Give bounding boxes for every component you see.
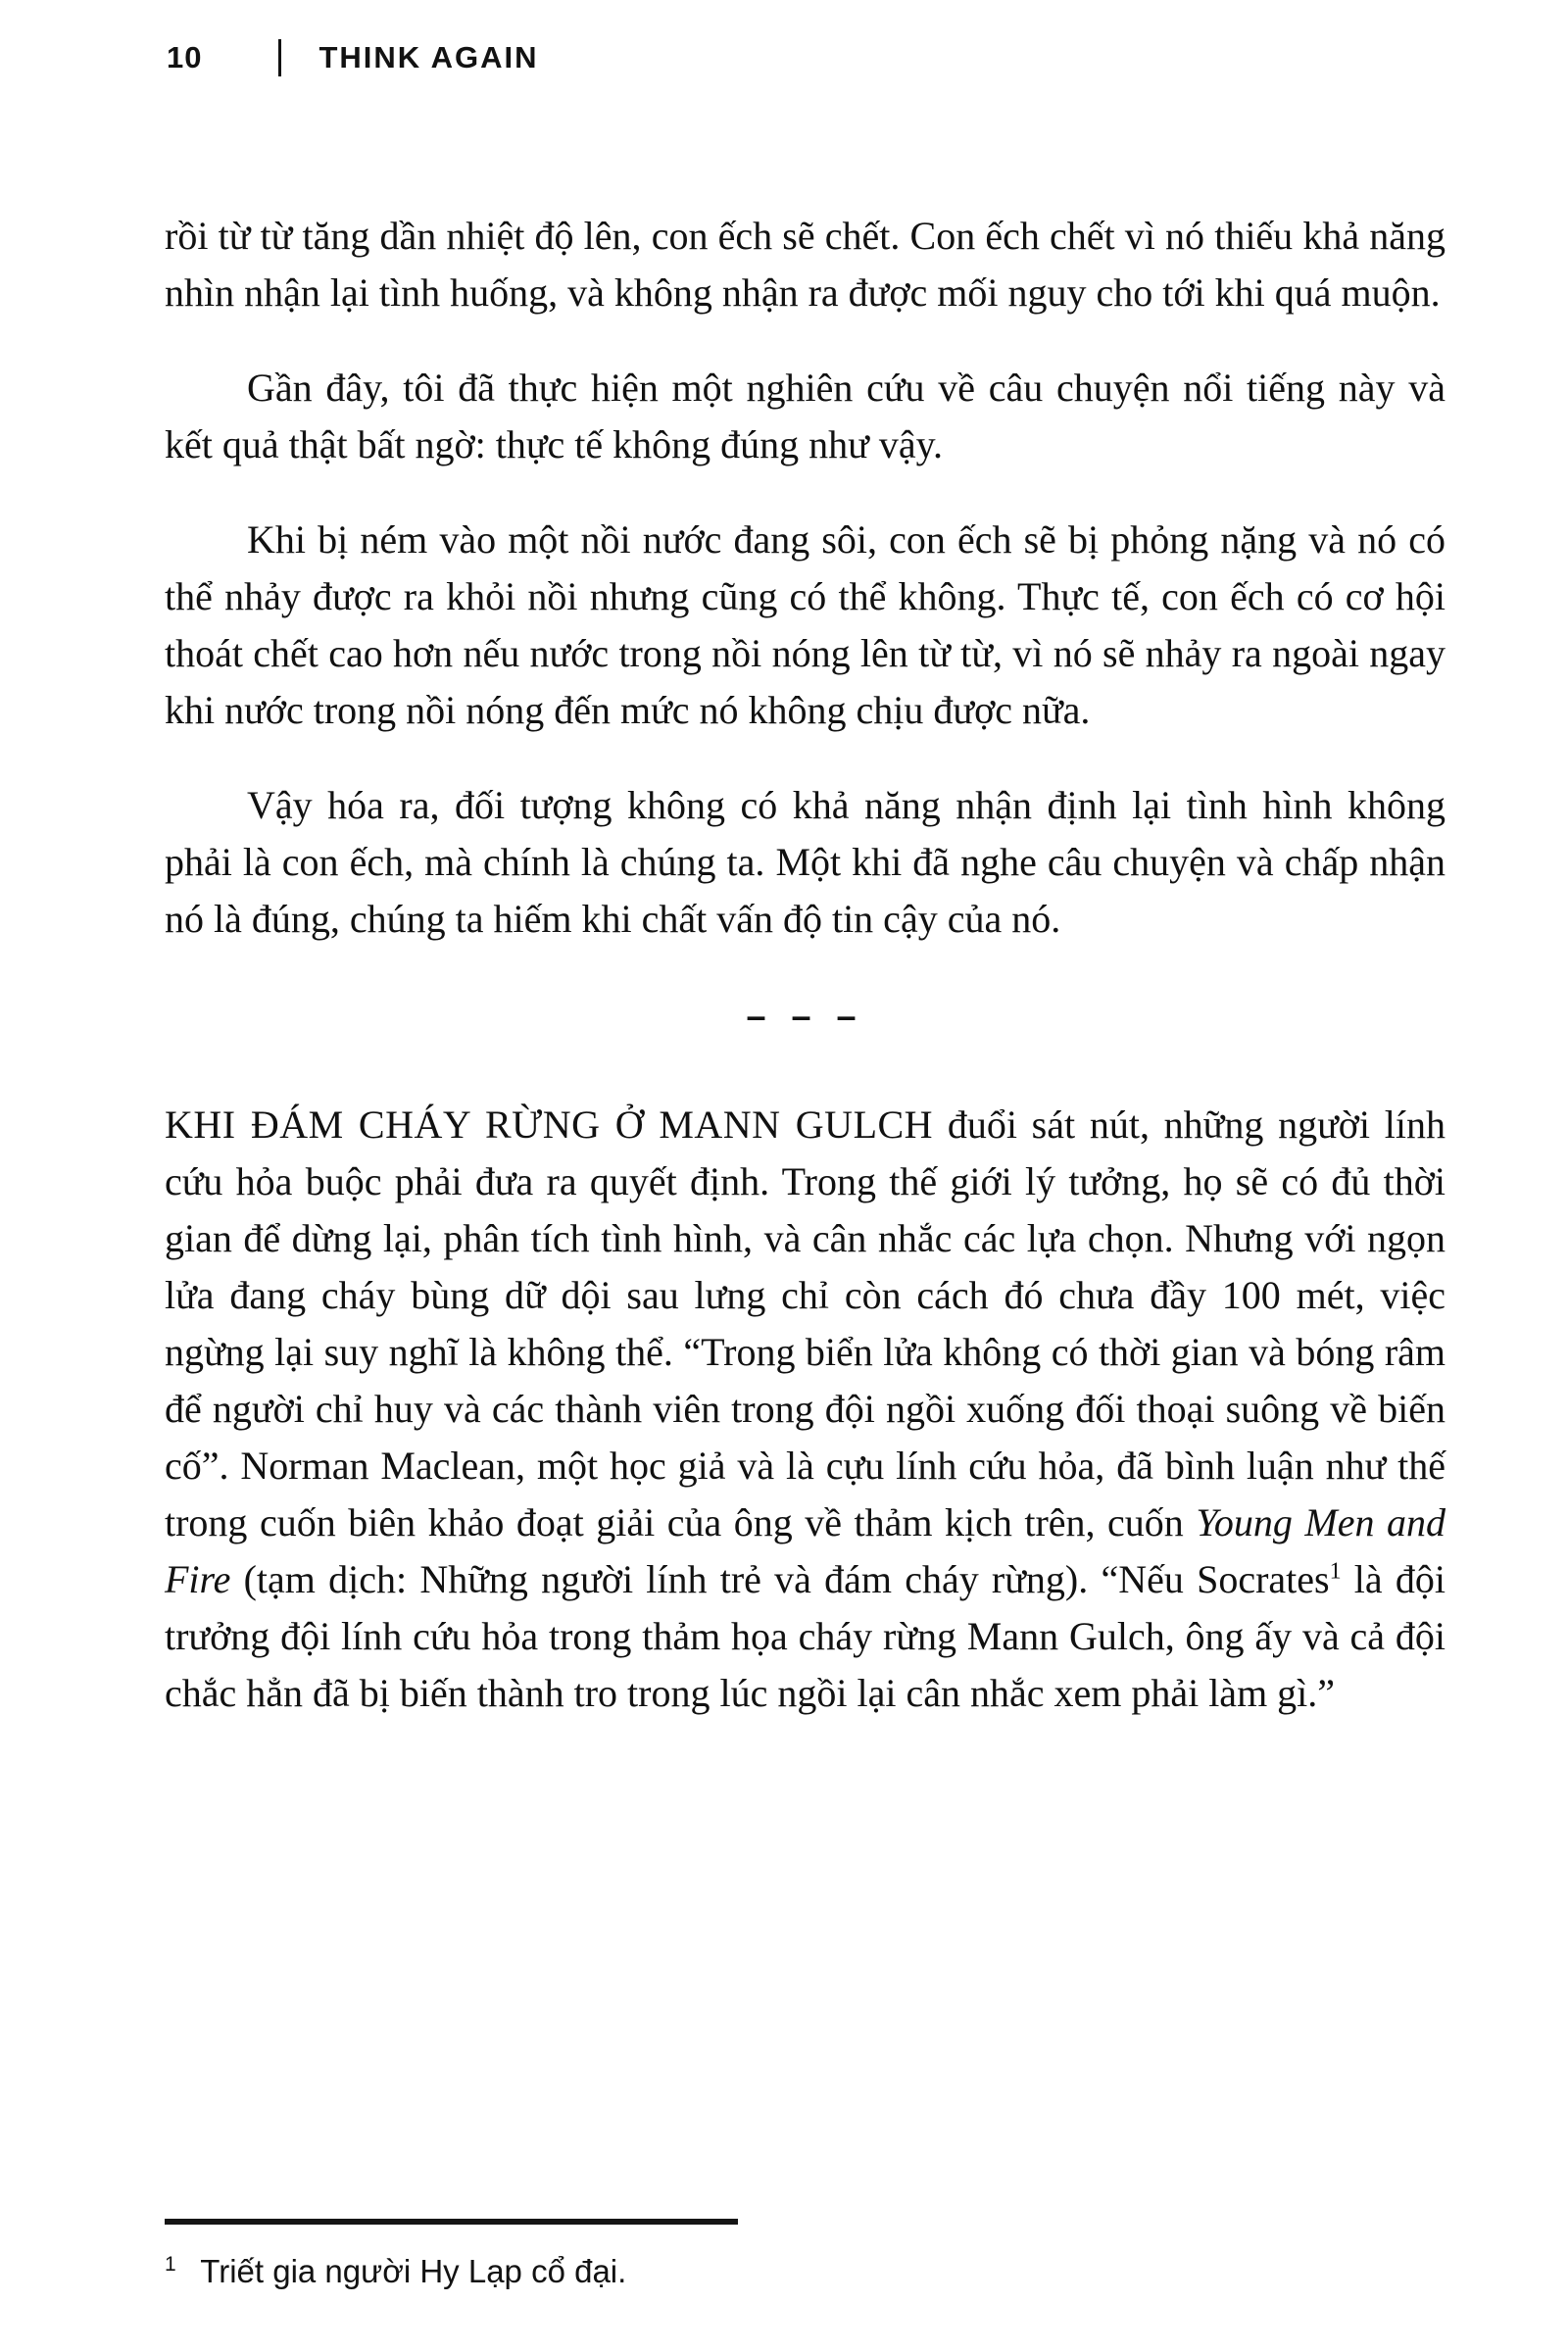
body-text-column bbox=[165, 208, 1446, 1722]
footnote-marker: 1 bbox=[165, 2253, 176, 2276]
footnote-text: Triết gia người Hy Lạp cổ đại. bbox=[200, 2253, 627, 2289]
page-number: 10 bbox=[167, 40, 203, 74]
section-separator: – – – bbox=[746, 996, 864, 1036]
body-paragraph: KHI ĐÁM CHÁY RỪNG Ở MANN GULCH đuổi sát nút, những người lính cứu hỏa buộc phải đưa ra quyết định. Trong thế giới lý tưởng, họ sẽ có đủ thời gian để dừng lại, phân tích tình hình, và cân nhắc các lựa chọn. Nhưng với ngọn lửa đang cháy bùng dữ dội sau lưng chỉ còn cách đó chưa đầy 100 mét, việc ngừng lại suy nghĩ là không thể. “Trong biển lửa không có thời gian và bóng râm để người chỉ huy và các thành viên trong đội ngồi xuống đối thoại suông về biến cố”. Norman Maclean, một học giả và là cựu lính cứu hỏa, đã bình luận như thế trong cuốn biên khảo đoạt giải của ông về thảm kịch trên, cuốn Young Men and Fire (tạm dịch: Những người lính trẻ và đám cháy rừng). “Nếu Socrates$^1$ là đội trưởng đội lính cứu hỏa trong thảm họa cháy rừng Mann Gulch, ông ấy và cả đội chắc hẳn đã bị biến thành tro trong lúc ngồi lại cân nhắc xem phải làm gì.” bbox=[165, 1102, 1446, 1715]
book-title: THINK AGAIN bbox=[318, 40, 539, 74]
header-divider bbox=[278, 39, 281, 76]
running-header bbox=[167, 39, 539, 76]
body-paragraph: Gần đây, tôi đã thực hiện một nghiên cứu về câu chuyện nổi tiếng này và kết quả thật bất ngờ: thực tế không đúng như vậy. bbox=[165, 366, 1446, 466]
footnote-block bbox=[165, 2219, 1446, 2296]
footnote bbox=[165, 2252, 1446, 2296]
body-paragraph: Khi bị ném vào một nồi nước đang sôi, con ếch sẽ bị phỏng nặng và nó có thể nhảy được ra khỏi nồi nhưng cũng có thể không. Thực tế, con ếch có cơ hội thoát chết cao hơn nếu nước trong nồi nóng lên từ từ, vì nó sẽ nhảy ra ngoài ngay khi nước trong nồi nóng đến mức nó không chịu được nữa. bbox=[165, 517, 1446, 732]
body-paragraph: Vậy hóa ra, đối tượng không có khả năng nhận định lại tình hình không phải là con ếch, mà chính là chúng ta. Một khi đã nghe câu chuyện và chấp nhận nó là đúng, chúng ta hiếm khi chất vấn độ tin cậy của nó. bbox=[165, 783, 1446, 941]
body-paragraph: rồi từ từ tăng dần nhiệt độ lên, con ếch sẽ chết. Con ếch chết vì nó thiếu khả năng nhìn nhận lại tình huống, và không nhận ra được mối nguy cho tới khi quá muộn. bbox=[165, 214, 1446, 315]
footnote-rule bbox=[165, 2219, 738, 2225]
